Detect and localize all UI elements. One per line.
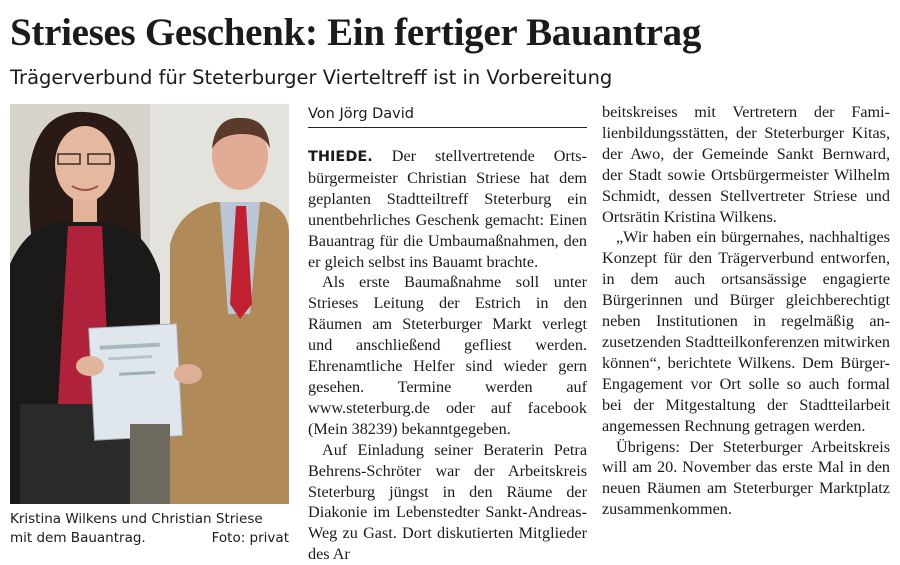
- dateline: THIEDE.: [308, 149, 373, 165]
- article-subheadline: Trägerverbund für Steterburger Vierteltreff ist in Vorbereitung: [10, 66, 613, 89]
- article-column-2: [308, 146, 587, 565]
- article-paragraph-5: Übrigens: Der Steterburger Arbeitskreis will am 20. November das erste Mal in den neuen Räumen am Steterburger Marktplatz zusammenkommen.: [602, 437, 890, 519]
- article-paragraph-3: Auf Einladung seiner Beraterin Petra Behrens-Schröter war der Arbeitskreis Steterburg jüngst in den Räume der Diakonie im Lebenstedter Sankt-Andreas-Weg zu Gast. Dort diskutierten Mitglieder des Ar: [308, 440, 587, 564]
- photo-caption-line2: mit dem Bauantrag.: [10, 530, 146, 546]
- photo-caption-line1: Kristina Wilkens und Christian Striese: [10, 511, 263, 527]
- article-column-3: [602, 102, 890, 520]
- photo-caption: [10, 510, 289, 548]
- article-paragraph-1: [308, 146, 587, 272]
- photo-credit: Foto: privat: [211, 530, 289, 546]
- article-paragraph-4: „Wir haben ein bürgernahes, nachhaltiges Konzept für den Trägerverbund entworfen, in dem auch ortsansässige engagierte Bürgerinnen und Bürger gleichberechtigt neben Institutionen in regelmäßig anzusetzenden Stadtteilkonferenzen mitwirken können“, berichtete Wilkens. Dem Bürger-Engagement vor Ort solle so auch formal bei der Mitgestaltung der Stadtteilarbeit angemessen Rechnung getragen werden.: [602, 228, 890, 435]
- article-paragraph-3-continued: beitskreises mit Vertretern der Familienbildungsstätten, der Steterburger Kitas, der Awo, der Gemeinde Sankt Bernward, der Stadt sowie Ortsbürgermeister Wilhelm Schmidt, dessen Stellvertreter Striese und Ortsrätin Kristina Wilkens.: [602, 103, 890, 226]
- photo-illustration: [10, 104, 289, 504]
- article-photo: [10, 104, 289, 504]
- byline: Von Jörg David: [308, 104, 587, 128]
- article-paragraph-1-text: Der stellvertretende Ortsbürgermeister Christian Striese hat dem geplanten Stadtteiltreff Steterburg ein unentbehrliches Geschenk gemacht: Einen Bauantrag für die Umbaumaßnahmen, den er gleich selbst ins Bauamt brachte.: [308, 147, 587, 271]
- article-headline: Strieses Geschenk: Ein fertiger Bauantrag: [10, 11, 702, 54]
- article-paragraph-2: Als erste Baumaßnahme soll unter Strieses Leitung der Estrich in den Räumen am Steterburger Markt verlegt und anschließend gefliest werden. Ehrenamtliche Helfer sind wieder gern gesehen. Termine werden auf www.steterburg.de oder auf facebook (Mein 38239) bekanntgegeben.: [308, 273, 587, 438]
